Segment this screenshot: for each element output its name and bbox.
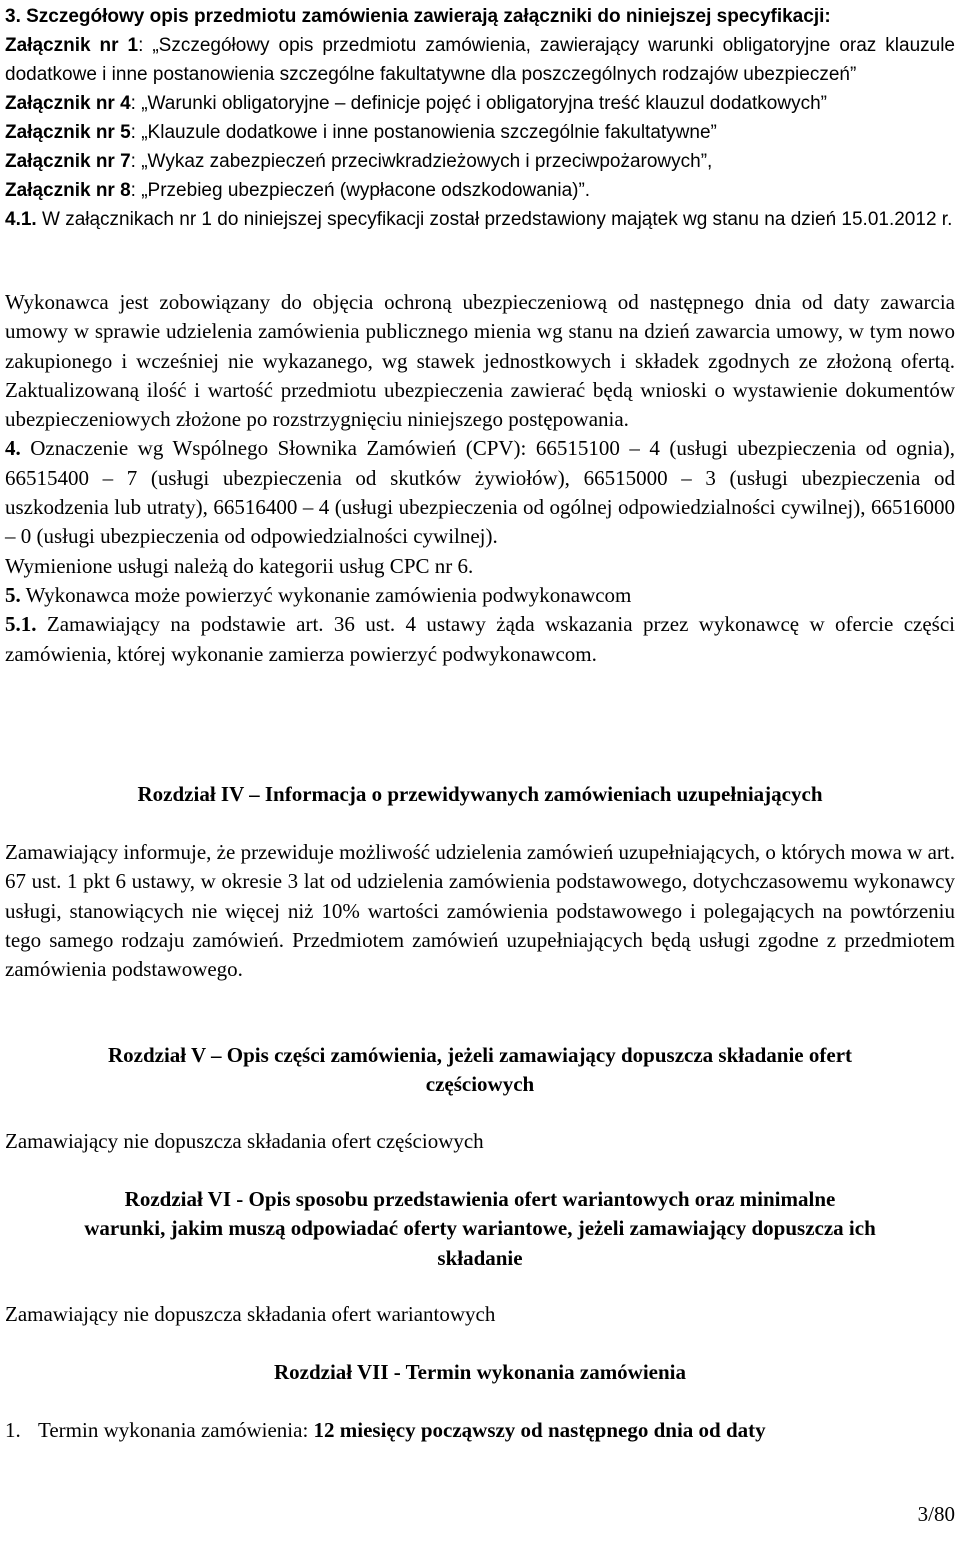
attachment-5-label: Załącznik nr 5 (5, 122, 131, 143)
chapter-6-heading-line-3: składanie (437, 1245, 523, 1270)
paragraph-5-1-text: Zamawiający na podstawie art. 36 ust. 4 ustawy żąda wskazania przez wykonawcę w ofercie części zamówienia, której wykonanie zamierza powierzyć podwykonawcom. (5, 612, 955, 666)
chapter-6-body: Zamawiający nie dopuszcza składania ofert wariantowych (5, 1302, 496, 1326)
chapter-7-heading: Rozdział VII - Termin wykonania zamówienia (273, 1360, 687, 1384)
chapter-7-item-1 (5, 1416, 955, 1445)
paragraph-4-1-label: 4.1. (5, 209, 37, 230)
attachment-1-text: : „Szczegółowy opis przedmiotu zamówienia, zawierający warunki obligatoryjne oraz klauzule dodatkowe i inne postanowienia szczególne fakultatywne dla poszczególnych rodzajów ubezpieczeń” (5, 35, 955, 85)
paragraph-4-1-continuation: Wykonawca jest zobowiązany do objęcia ochroną ubezpieczeniową od następnego dnia od daty zawarcia umowy w sprawie udzielenia zamówienia publicznego mienia wg stanu na dzień zawarcia umowy, w tym nowo zakupionego i wcześniej nie wykazanego, wg stawek jednostkowych i składek zgodnych ze złożoną ofertą. Zaktualizowaną ilość i wartość przedmiotu ubezpieczenia zawierać będą wnioski o wystawienie dokumentów ubezpieczeniowych złożone po rozstrzygnięciu niniejszego postępowania. (5, 290, 955, 432)
paragraph-4-cpv-text: Oznaczenie wg Wspólnego Słownika Zamówień (CPV): 66515100 – 4 (usługi ubezpieczenia od ognia), 66515400 – 7 (usługi ubezpieczenia od skutków żywiołów), 66515000 – 3 (usługi ubezpieczenia od uszkodzenia lub utraty), 66516400 – 4 (usługi ubezpieczenia od ogólnej odpowiedzialności cywilnej), 66516000 – 0 (usługi ubezpieczenia od odpowiedzialności cywilnej). (5, 436, 955, 549)
chapter-5-heading (5, 1041, 955, 1100)
section-3-intro: 3. Szczegółowy opis przedmiotu zamówienia zawierają załączniki do niniejszej specyfikacji: (5, 6, 831, 27)
attachments-section (5, 2, 955, 234)
chapter-5-heading-line-2: częściowych (425, 1072, 535, 1097)
chapter-5-body: Zamawiający nie dopuszcza składania ofert częściowych (5, 1129, 484, 1153)
chapter-4-heading: Rozdział IV – Informacja o przewidywanych zamówieniach uzupełniających (137, 782, 823, 806)
paragraph-5-label: 5. (5, 582, 21, 607)
paragraph-4-1-text: W załącznikach nr 1 do niniejszej specyfikacji został przedstawiony majątek wg stanu na dzień 15.01.2012 r. (36, 209, 953, 230)
attachment-8-text: : „Przebieg ubezpieczeń (wypłacone odszkodowania)”. (130, 180, 591, 201)
main-paragraphs (5, 288, 955, 669)
attachment-4-label: Załącznik nr 4 (5, 93, 131, 114)
chapter-7-item-1-number: 1. (5, 1418, 21, 1442)
chapter-6-heading-line-1: Rozdział VI - Opis sposobu przedstawienia ofert wariantowych oraz minimalne (124, 1187, 836, 1211)
chapter-7-item-1-term: 12 miesięcy począwszy od następnego dnia od daty (313, 1418, 766, 1442)
paragraph-4-label: 4. (5, 436, 21, 461)
attachment-4-text: : „Warunki obligatoryjne – definicje pojęć i obligatoryjna treść klauzul dodatkowych” (130, 93, 827, 114)
page-number: 3/80 (917, 1502, 955, 1526)
chapter-5-heading-line-1: Rozdział V – Opis części zamówienia, jeżeli zamawiający dopuszcza składanie ofert (107, 1043, 853, 1067)
attachment-7-label: Załącznik nr 7 (5, 151, 131, 172)
cpc-category-text: Wymienione usługi należą do kategorii usług CPC nr 6. (5, 553, 474, 578)
attachment-5-text: : „Klauzule dodatkowe i inne postanowienia szczególnie fakultatywne” (130, 122, 717, 143)
paragraph-5-1-label: 5.1. (5, 612, 37, 637)
chapter-7-item-1-text: Termin wykonania zamówienia: (38, 1418, 314, 1442)
chapter-6-heading (5, 1185, 955, 1273)
attachment-7-text: : „Wykaz zabezpieczeń przeciwkradzieżowych i przeciwpożarowych”, (130, 151, 713, 172)
attachment-8-label: Załącznik nr 8 (5, 180, 131, 201)
attachment-1-label: Załącznik nr 1 (5, 35, 139, 56)
chapter-4-body: Zamawiający informuje, że przewiduje możliwość udzielenia zamówień uzupełniających, o których mowa w art. 67 ust. 1 pkt 6 ustawy, w okresie 3 lat od udzielenia zamówienia podstawowego, dotychczasowemu wykonawcy usługi, stanowiących nie więcej niż 10% wartości zamówienia podstawowego i polegających na powtórzeniu tego samego rodzaju zamówień. Przedmiotem zamówień uzupełniających będą usługi zgodne z przedmiotem zamówienia podstawowego. (5, 840, 955, 982)
chapter-6-heading-line-2: warunki, jakim muszą odpowiadać oferty wariantowe, jeżeli zamawiający dopuszcza ich (84, 1216, 876, 1241)
paragraph-5-text: Wykonawca może powierzyć wykonanie zamówienia podwykonawcom (20, 582, 632, 607)
